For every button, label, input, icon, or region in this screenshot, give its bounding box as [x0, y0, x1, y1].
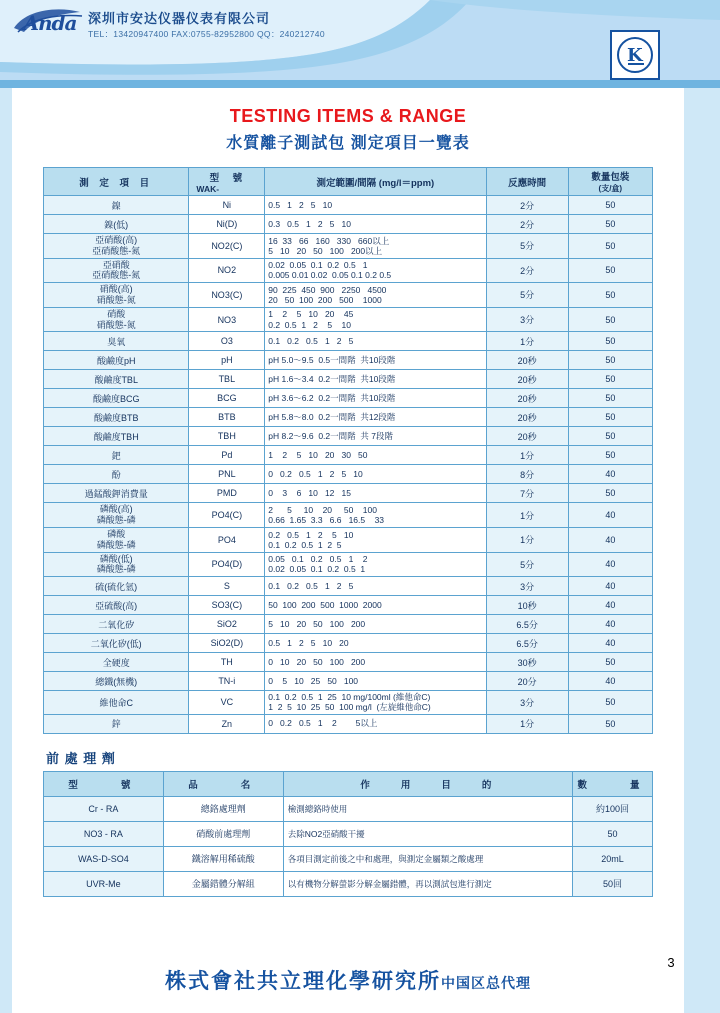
cell-pack: 50 [568, 389, 652, 408]
cell-range: 0 3 6 10 12 15 [265, 484, 486, 503]
pretreatment-heading: 前 處 理 劑 [46, 750, 116, 766]
table-row [44, 258, 653, 283]
cell-time: 1分 [486, 527, 568, 552]
cell-pack: 50 [568, 484, 652, 503]
cell-pack: 50 [568, 351, 652, 370]
pre-cell-model: UVR-Me [44, 871, 164, 896]
cell-item: 二氧化矽 [44, 615, 189, 634]
table-row [44, 484, 653, 503]
cell-range: 5 10 20 50 100 200 [265, 615, 486, 634]
cell-range: 0.2 0.5 1 2 5 10 0.1 0.2 0.5 1 2 5 [265, 527, 486, 552]
table-row [44, 446, 653, 465]
cell-pack: 40 [568, 615, 652, 634]
pretreatment-table-head [44, 771, 653, 796]
cell-range: 0.02 0.05 0.1 0.2 0.5 1 0.005 0.01 0.02 0.05 0.1 0.2 0.5 [265, 258, 486, 283]
cell-model: PMD [189, 484, 265, 503]
cell-pack: 50 [568, 196, 652, 215]
cell-item: 酚 [44, 465, 189, 484]
cell-model: O3 [189, 332, 265, 351]
cell-item: 酸鹼度TBL [44, 370, 189, 389]
cell-time: 2分 [486, 215, 568, 234]
cell-time: 30秒 [486, 653, 568, 672]
cell-range: pH 8.2～9.6 0.2一間階 共 7段階 [265, 427, 486, 446]
pre-cell-model: Cr - RA [44, 796, 164, 821]
cell-range: 1 2 5 10 20 45 0.2 0.5 1 2 5 10 [265, 307, 486, 332]
col-header-pack-line2: (支/盒) [598, 184, 623, 193]
pre-col-header-name: 品 名 [163, 771, 283, 796]
pre-cell-name: 總鉻處理劑 [163, 796, 283, 821]
col-header-model-sub: WAK- [196, 183, 220, 194]
cell-pack: 50 [568, 370, 652, 389]
testing-items-table-body [44, 196, 653, 734]
right-margin-strip [696, 88, 720, 1013]
cell-item: 硫(硫化氫) [44, 577, 189, 596]
company-contact: TEL：13420947400 FAX:0755-82952800 QQ：240212740 [88, 29, 325, 39]
table-row [44, 691, 653, 714]
cell-pack: 50 [568, 283, 652, 308]
anda-logo-text: Anda [23, 11, 77, 35]
cell-time: 20秒 [486, 389, 568, 408]
anda-logo [14, 8, 86, 38]
cell-pack: 40 [568, 465, 652, 484]
table-row [44, 552, 653, 577]
cell-time: 6.5分 [486, 634, 568, 653]
company-name: 深圳市安达仪器仪表有限公司 [88, 11, 271, 26]
cell-item: 亞硫酸(高) [44, 596, 189, 615]
cell-range: 0 5 10 25 50 100 [265, 672, 486, 691]
table-row [44, 672, 653, 691]
cell-pack: 40 [568, 552, 652, 577]
cell-pack: 40 [568, 596, 652, 615]
cell-model: BCG [189, 389, 265, 408]
cell-time: 20秒 [486, 408, 568, 427]
table-row [44, 215, 653, 234]
page-header [0, 0, 720, 88]
pre-col-header-model: 型 號 [44, 771, 164, 796]
cell-model: TBH [189, 427, 265, 446]
cell-model: TH [189, 653, 265, 672]
cell-model: PNL [189, 465, 265, 484]
cell-item: 過錳酸鉀消費量 [44, 484, 189, 503]
table-row [44, 615, 653, 634]
cell-range: 0 0.2 0.5 1 2 5 10 [265, 465, 486, 484]
cell-model: NO2 [189, 258, 265, 283]
col-header-time: 反應時間 [486, 168, 568, 196]
table-row [44, 283, 653, 308]
table-row [44, 234, 653, 259]
pre-cell-use: 檢測總鉻時使用 [283, 796, 572, 821]
cell-range: 16 33 66 160 330 660以上 5 10 20 50 100 200以上 [265, 234, 486, 259]
cell-time: 1分 [486, 446, 568, 465]
cell-range: 0 10 20 50 100 200 [265, 653, 486, 672]
cell-item: 硝酸 硝酸態-氮 [44, 307, 189, 332]
cell-time: 8分 [486, 465, 568, 484]
cell-range: 0.5 1 2 5 10 [265, 196, 486, 215]
cell-time: 3分 [486, 691, 568, 714]
cell-time: 20秒 [486, 351, 568, 370]
cell-pack: 50 [568, 215, 652, 234]
cell-pack: 40 [568, 577, 652, 596]
cell-model: NO3(C) [189, 283, 265, 308]
table-row [44, 389, 653, 408]
table-row [44, 196, 653, 215]
cell-time: 5分 [486, 234, 568, 259]
cell-item: 全硬度 [44, 653, 189, 672]
cell-pack: 50 [568, 332, 652, 351]
cell-item: 硝酸(高) 硝酸態-氮 [44, 283, 189, 308]
cell-model: SiO2 [189, 615, 265, 634]
table-row [44, 370, 653, 389]
cell-item: 鋅 [44, 714, 189, 733]
footer-company-jp: 株式會社共立理化學研究所 [165, 968, 441, 993]
pre-cell-use: 以有機物分解螢影分解金屬錯體，再以測試包進行測定 [283, 871, 572, 896]
cell-range: 0.3 0.5 1 2 5 10 [265, 215, 486, 234]
pretreatment-table [43, 771, 653, 897]
cell-time: 20秒 [486, 427, 568, 446]
pre-cell-use: 各項目測定前後之中和處理，與測定金屬類之酸處理 [283, 846, 572, 871]
cell-item: 臭氧 [44, 332, 189, 351]
table-row [44, 332, 653, 351]
cell-item: 亞硝酸(高) 亞硝酸態-氮 [44, 234, 189, 259]
kyoritsu-logo [610, 30, 660, 80]
cell-range: 90 225 450 900 2250 4500 20 50 100 200 500 1000 [265, 283, 486, 308]
cell-pack: 50 [568, 653, 652, 672]
cell-time: 5分 [486, 283, 568, 308]
cell-time: 20秒 [486, 370, 568, 389]
cell-range: pH 1.6～3.4 0.2一間階 共10段階 [265, 370, 486, 389]
cell-model: SO3(C) [189, 596, 265, 615]
title-block [12, 88, 684, 153]
cell-time: 10秒 [486, 596, 568, 615]
cell-range: 0.1 0.2 0.5 1 25 10 mg/100ml (維他命C) 1 2 5 10 25 50 100 mg/l (左旋維他命C) [265, 691, 486, 714]
cell-pack: 40 [568, 503, 652, 528]
table-row [44, 634, 653, 653]
cell-item: 維他命C [44, 691, 189, 714]
cell-time: 20分 [486, 672, 568, 691]
table-row [44, 351, 653, 370]
cell-pack: 50 [568, 408, 652, 427]
cell-time: 1分 [486, 332, 568, 351]
cell-model: Ni [189, 196, 265, 215]
table-row [44, 503, 653, 528]
cell-model: TN-i [189, 672, 265, 691]
cell-pack: 40 [568, 527, 652, 552]
cell-range: pH 5.0～9.5 0.5一間階 共10段階 [265, 351, 486, 370]
cell-model: Zn [189, 714, 265, 733]
cell-pack: 40 [568, 634, 652, 653]
cell-pack: 50 [568, 427, 652, 446]
cell-time: 1分 [486, 714, 568, 733]
cell-time: 7分 [486, 484, 568, 503]
cell-model: TBL [189, 370, 265, 389]
cell-model: NO2(C) [189, 234, 265, 259]
cell-model: PO4 [189, 527, 265, 552]
cell-pack: 50 [568, 691, 652, 714]
cell-range: pH 3.6～6.2 0.2一間階 共10段階 [265, 389, 486, 408]
pretreatment-row [44, 871, 653, 896]
cell-range: 1 2 5 10 20 30 50 [265, 446, 486, 465]
cell-item: 酸鹼度pH [44, 351, 189, 370]
cell-range: 0 0.2 0.5 1 2 5以上 [265, 714, 486, 733]
cell-model: S [189, 577, 265, 596]
cell-model: Ni(D) [189, 215, 265, 234]
cell-model: Pd [189, 446, 265, 465]
pretreatment-header-row [44, 771, 653, 796]
pre-cell-name: 金屬錯體分解組 [163, 871, 283, 896]
col-header-pack [568, 168, 652, 196]
page-footer [12, 965, 684, 995]
cell-pack: 50 [568, 307, 652, 332]
pretreatment-table-body [44, 796, 653, 896]
cell-range: 2 5 10 20 50 100 0.66 1.65 3.3 6.6 16.5 33 [265, 503, 486, 528]
title-chinese: 水質離子測試包 測定項目一覽表 [226, 135, 470, 152]
cell-item: 磷酸 磷酸態-磷 [44, 527, 189, 552]
cell-range: 0.1 0.2 0.5 1 2 5 [265, 332, 486, 351]
cell-range: pH 5.8～8.0 0.2一間階 共12段階 [265, 408, 486, 427]
pre-cell-use: 去除NO2亞硝酸干擾 [283, 821, 572, 846]
pre-cell-qty: 20mL [573, 846, 653, 871]
cell-pack: 50 [568, 714, 652, 733]
cell-time: 1分 [486, 503, 568, 528]
table-row [44, 427, 653, 446]
table-header-row [44, 168, 653, 196]
cell-model: SiO2(D) [189, 634, 265, 653]
pre-cell-qty: 50 [573, 821, 653, 846]
pretreatment-row [44, 796, 653, 821]
cell-item: 亞硝酸 亞硝酸態-氮 [44, 258, 189, 283]
table-row [44, 465, 653, 484]
testing-items-table-head [44, 168, 653, 196]
cell-time: 2分 [486, 196, 568, 215]
table-row [44, 307, 653, 332]
col-header-range: 測定範圍/間隔 (mg/l＝ppm) [265, 168, 486, 196]
cell-item: 酸鹼度BTB [44, 408, 189, 427]
table-row [44, 653, 653, 672]
cell-item: 酸鹼度BCG [44, 389, 189, 408]
pre-cell-qty: 50回 [573, 871, 653, 896]
cell-item: 二氧化矽(低) [44, 634, 189, 653]
cell-item: 鎳 [44, 196, 189, 215]
page-number: 3 [658, 949, 684, 975]
cell-item: 磷酸(高) 磷酸態-磷 [44, 503, 189, 528]
cell-pack: 40 [568, 672, 652, 691]
cell-range: 0.1 0.2 0.5 1 2 5 [265, 577, 486, 596]
cell-time: 5分 [486, 552, 568, 577]
pre-cell-model: NO3 - RA [44, 821, 164, 846]
cell-model: PO4(D) [189, 552, 265, 577]
cell-range: 0.05 0.1 0.2 0.5 1 2 0.02 0.05 0.1 0.2 0.5 1 [265, 552, 486, 577]
table-row [44, 596, 653, 615]
cell-item: 總鐵(無機) [44, 672, 189, 691]
cell-pack: 50 [568, 234, 652, 259]
table-row [44, 714, 653, 733]
cell-time: 3分 [486, 577, 568, 596]
pretreatment-row [44, 846, 653, 871]
cell-time: 6.5分 [486, 615, 568, 634]
svg-text:K: K [627, 45, 643, 66]
cell-model: VC [189, 691, 265, 714]
cell-pack: 50 [568, 446, 652, 465]
cell-range: 50 100 200 500 1000 2000 [265, 596, 486, 615]
cell-pack: 50 [568, 258, 652, 283]
cell-model: BTB [189, 408, 265, 427]
cell-range: 0.5 1 2 5 10 20 [265, 634, 486, 653]
testing-items-table [43, 167, 653, 734]
footer-agent-cn: 中国区总代理 [441, 975, 531, 991]
table-row [44, 577, 653, 596]
table-row [44, 408, 653, 427]
col-header-model-main: 型 號 [209, 172, 245, 184]
col-header-model [189, 168, 265, 196]
title-english: TESTING ITEMS & RANGE [229, 106, 467, 126]
pre-cell-name: 鐵溶解用稀硫酸 [163, 846, 283, 871]
cell-item: 酸鹼度TBH [44, 427, 189, 446]
table-row [44, 527, 653, 552]
cell-model: pH [189, 351, 265, 370]
pre-col-header-use: 作 用 目 的 [283, 771, 572, 796]
cell-model: NO3 [189, 307, 265, 332]
pre-col-header-qty: 數 量 [573, 771, 653, 796]
cell-item: 磷酸(低) 磷酸態-磷 [44, 552, 189, 577]
pre-cell-qty: 約100回 [573, 796, 653, 821]
pre-cell-model: WAS-D-SO4 [44, 846, 164, 871]
content-sheet [12, 88, 684, 1013]
cell-item: 鈀 [44, 446, 189, 465]
cell-model: PO4(C) [189, 503, 265, 528]
pre-cell-name: 硝酸前處理劑 [163, 821, 283, 846]
cell-time: 2分 [486, 258, 568, 283]
pretreatment-row [44, 821, 653, 846]
col-header-item: 測 定 項 目 [44, 168, 189, 196]
page-body [0, 88, 720, 1013]
cell-item: 鎳(低) [44, 215, 189, 234]
col-header-pack-line1: 數量包裝 [591, 172, 630, 183]
cell-time: 3分 [486, 307, 568, 332]
